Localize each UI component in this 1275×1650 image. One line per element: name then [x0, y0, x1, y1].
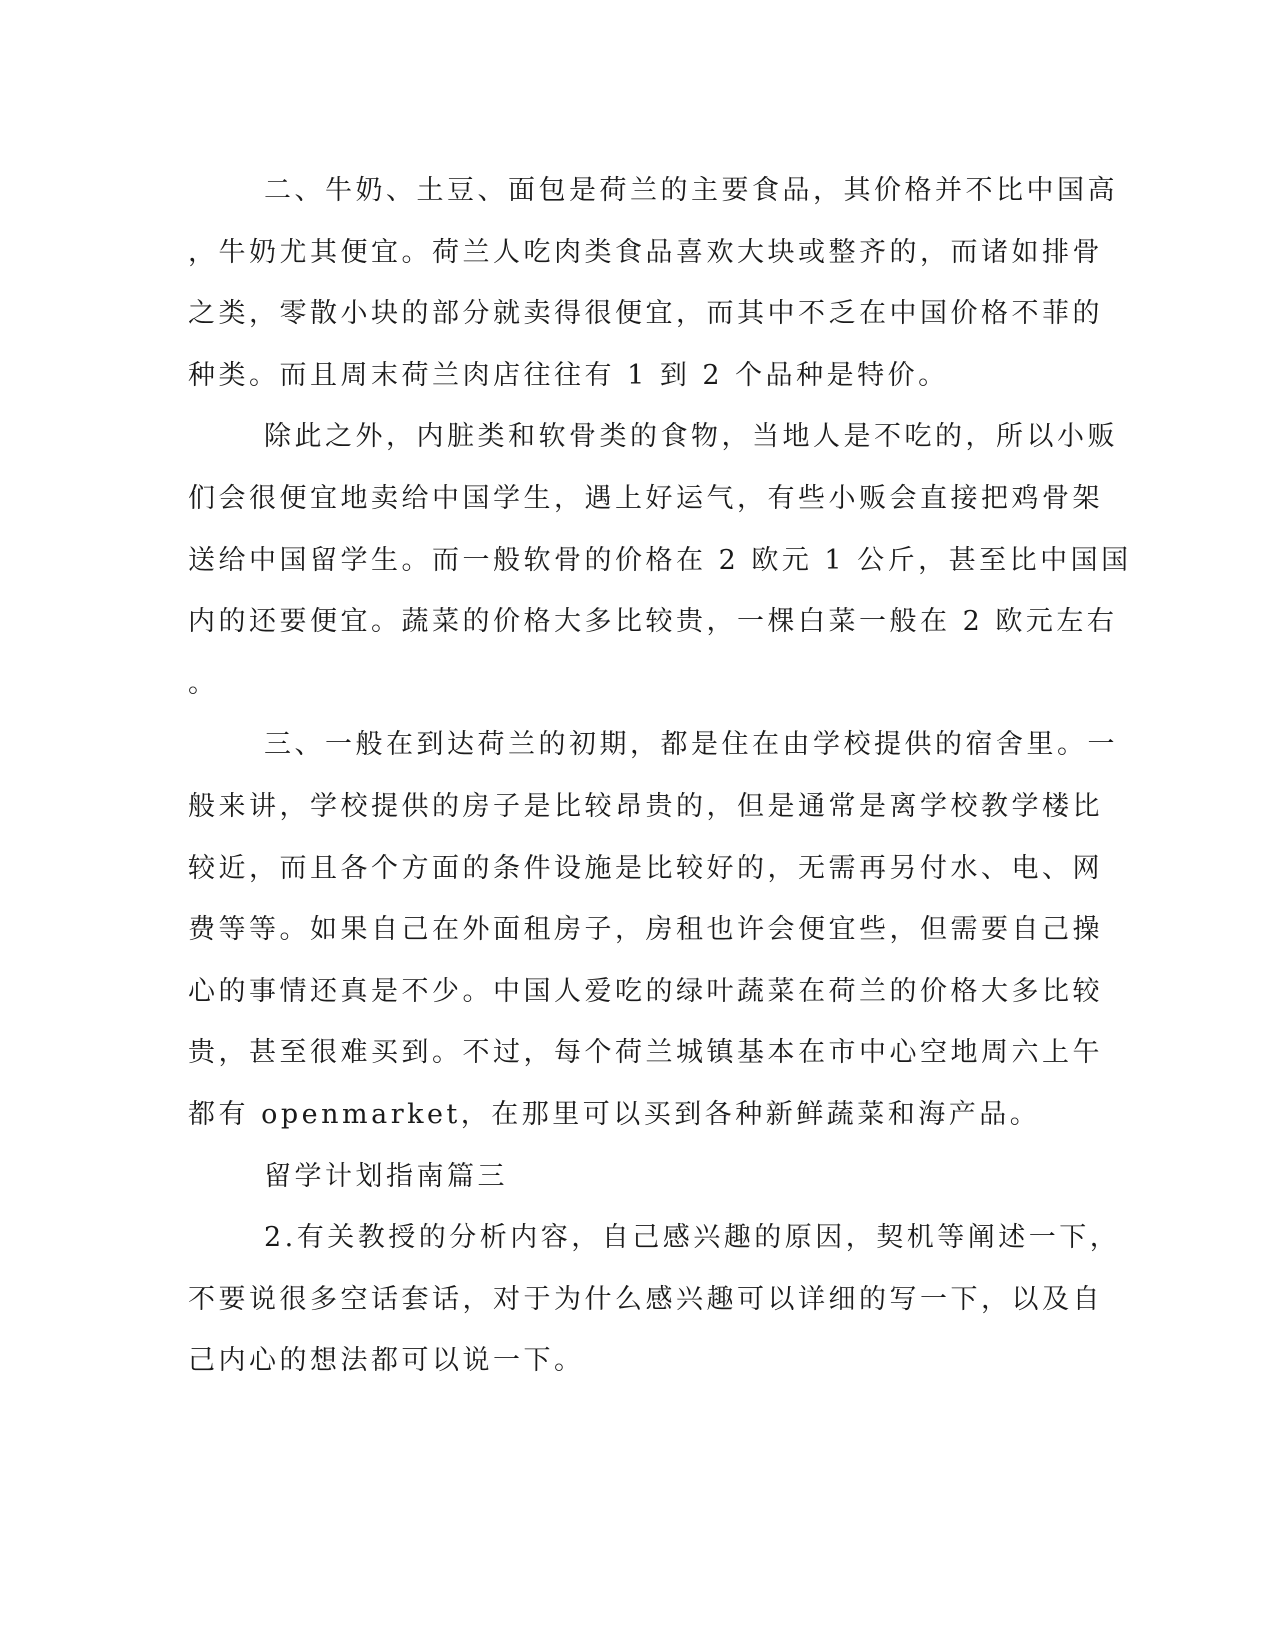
text-line: 不要说很多空话套话，对于为什么感兴趣可以详细的写一下，以及自: [188, 1283, 1103, 1315]
paragraph-food-staples: [188, 160, 1118, 406]
paragraph-housing: [188, 714, 1118, 1145]
text-line: 2.有关教授的分析内容，自己感兴趣的原因，契机等阐述一下，: [264, 1222, 1121, 1254]
text-line: 之类，零散小块的部分就卖得很便宜，而其中不乏在中国价格不菲的: [188, 298, 1103, 330]
text-line: 除此之外，内脏类和软骨类的食物，当地人是不吃的，所以小贩: [264, 421, 1118, 453]
document-body: [188, 160, 1132, 1392]
text-line: 己内心的想法都可以说一下。: [188, 1345, 585, 1377]
paragraph-offal-vegetables: [188, 406, 1132, 714]
text-line: 送给中国留学生。而一般软骨的价格在 2 欧元 1 公斤，甚至比中国国: [188, 544, 1132, 576]
text-line: 。: [188, 667, 219, 699]
text-line: 心的事情还真是不少。中国人爱吃的绿叶蔬菜在荷兰的价格大多比较: [188, 975, 1103, 1007]
text-line: 内的还要便宜。蔬菜的价格大多比较贵，一棵白菜一般在 2 欧元左右: [188, 606, 1118, 638]
text-line: 都有 openmarket，在那里可以买到各种新鲜蔬菜和海产品。: [188, 1098, 1041, 1130]
text-line: ，牛奶尤其便宜。荷兰人吃肉类食品喜欢大块或整齐的，而诸如排骨: [188, 236, 1103, 268]
text-line: 费等等。如果自己在外面租房子，房租也许会便宜些，但需要自己操: [188, 914, 1103, 946]
section-heading-text: 留学计划指南篇三: [264, 1160, 508, 1192]
text-line: 种类。而且周末荷兰肉店往往有 1 到 2 个品种是特价。: [188, 359, 949, 391]
text-line: 般来讲，学校提供的房子是比较昂贵的，但是通常是离学校教学楼比: [188, 790, 1103, 822]
section-heading: [188, 1146, 1068, 1208]
text-line: 较近，而且各个方面的条件设施是比较好的，无需再另付水、电、网: [188, 852, 1103, 884]
text-line: 们会很便宜地卖给中国学生，遇上好运气，有些小贩会直接把鸡骨架: [188, 482, 1103, 514]
text-line: 二、牛奶、土豆、面包是荷兰的主要食品，其价格并不比中国高: [264, 175, 1118, 206]
text-line: 三、一般在到达荷兰的初期，都是住在由学校提供的宿舍里。一: [264, 729, 1118, 761]
text-line: 贵，甚至很难买到。不过，每个荷兰城镇基本在市中心空地周六上午: [188, 1037, 1103, 1069]
paragraph-professor-analysis: [188, 1207, 1121, 1392]
